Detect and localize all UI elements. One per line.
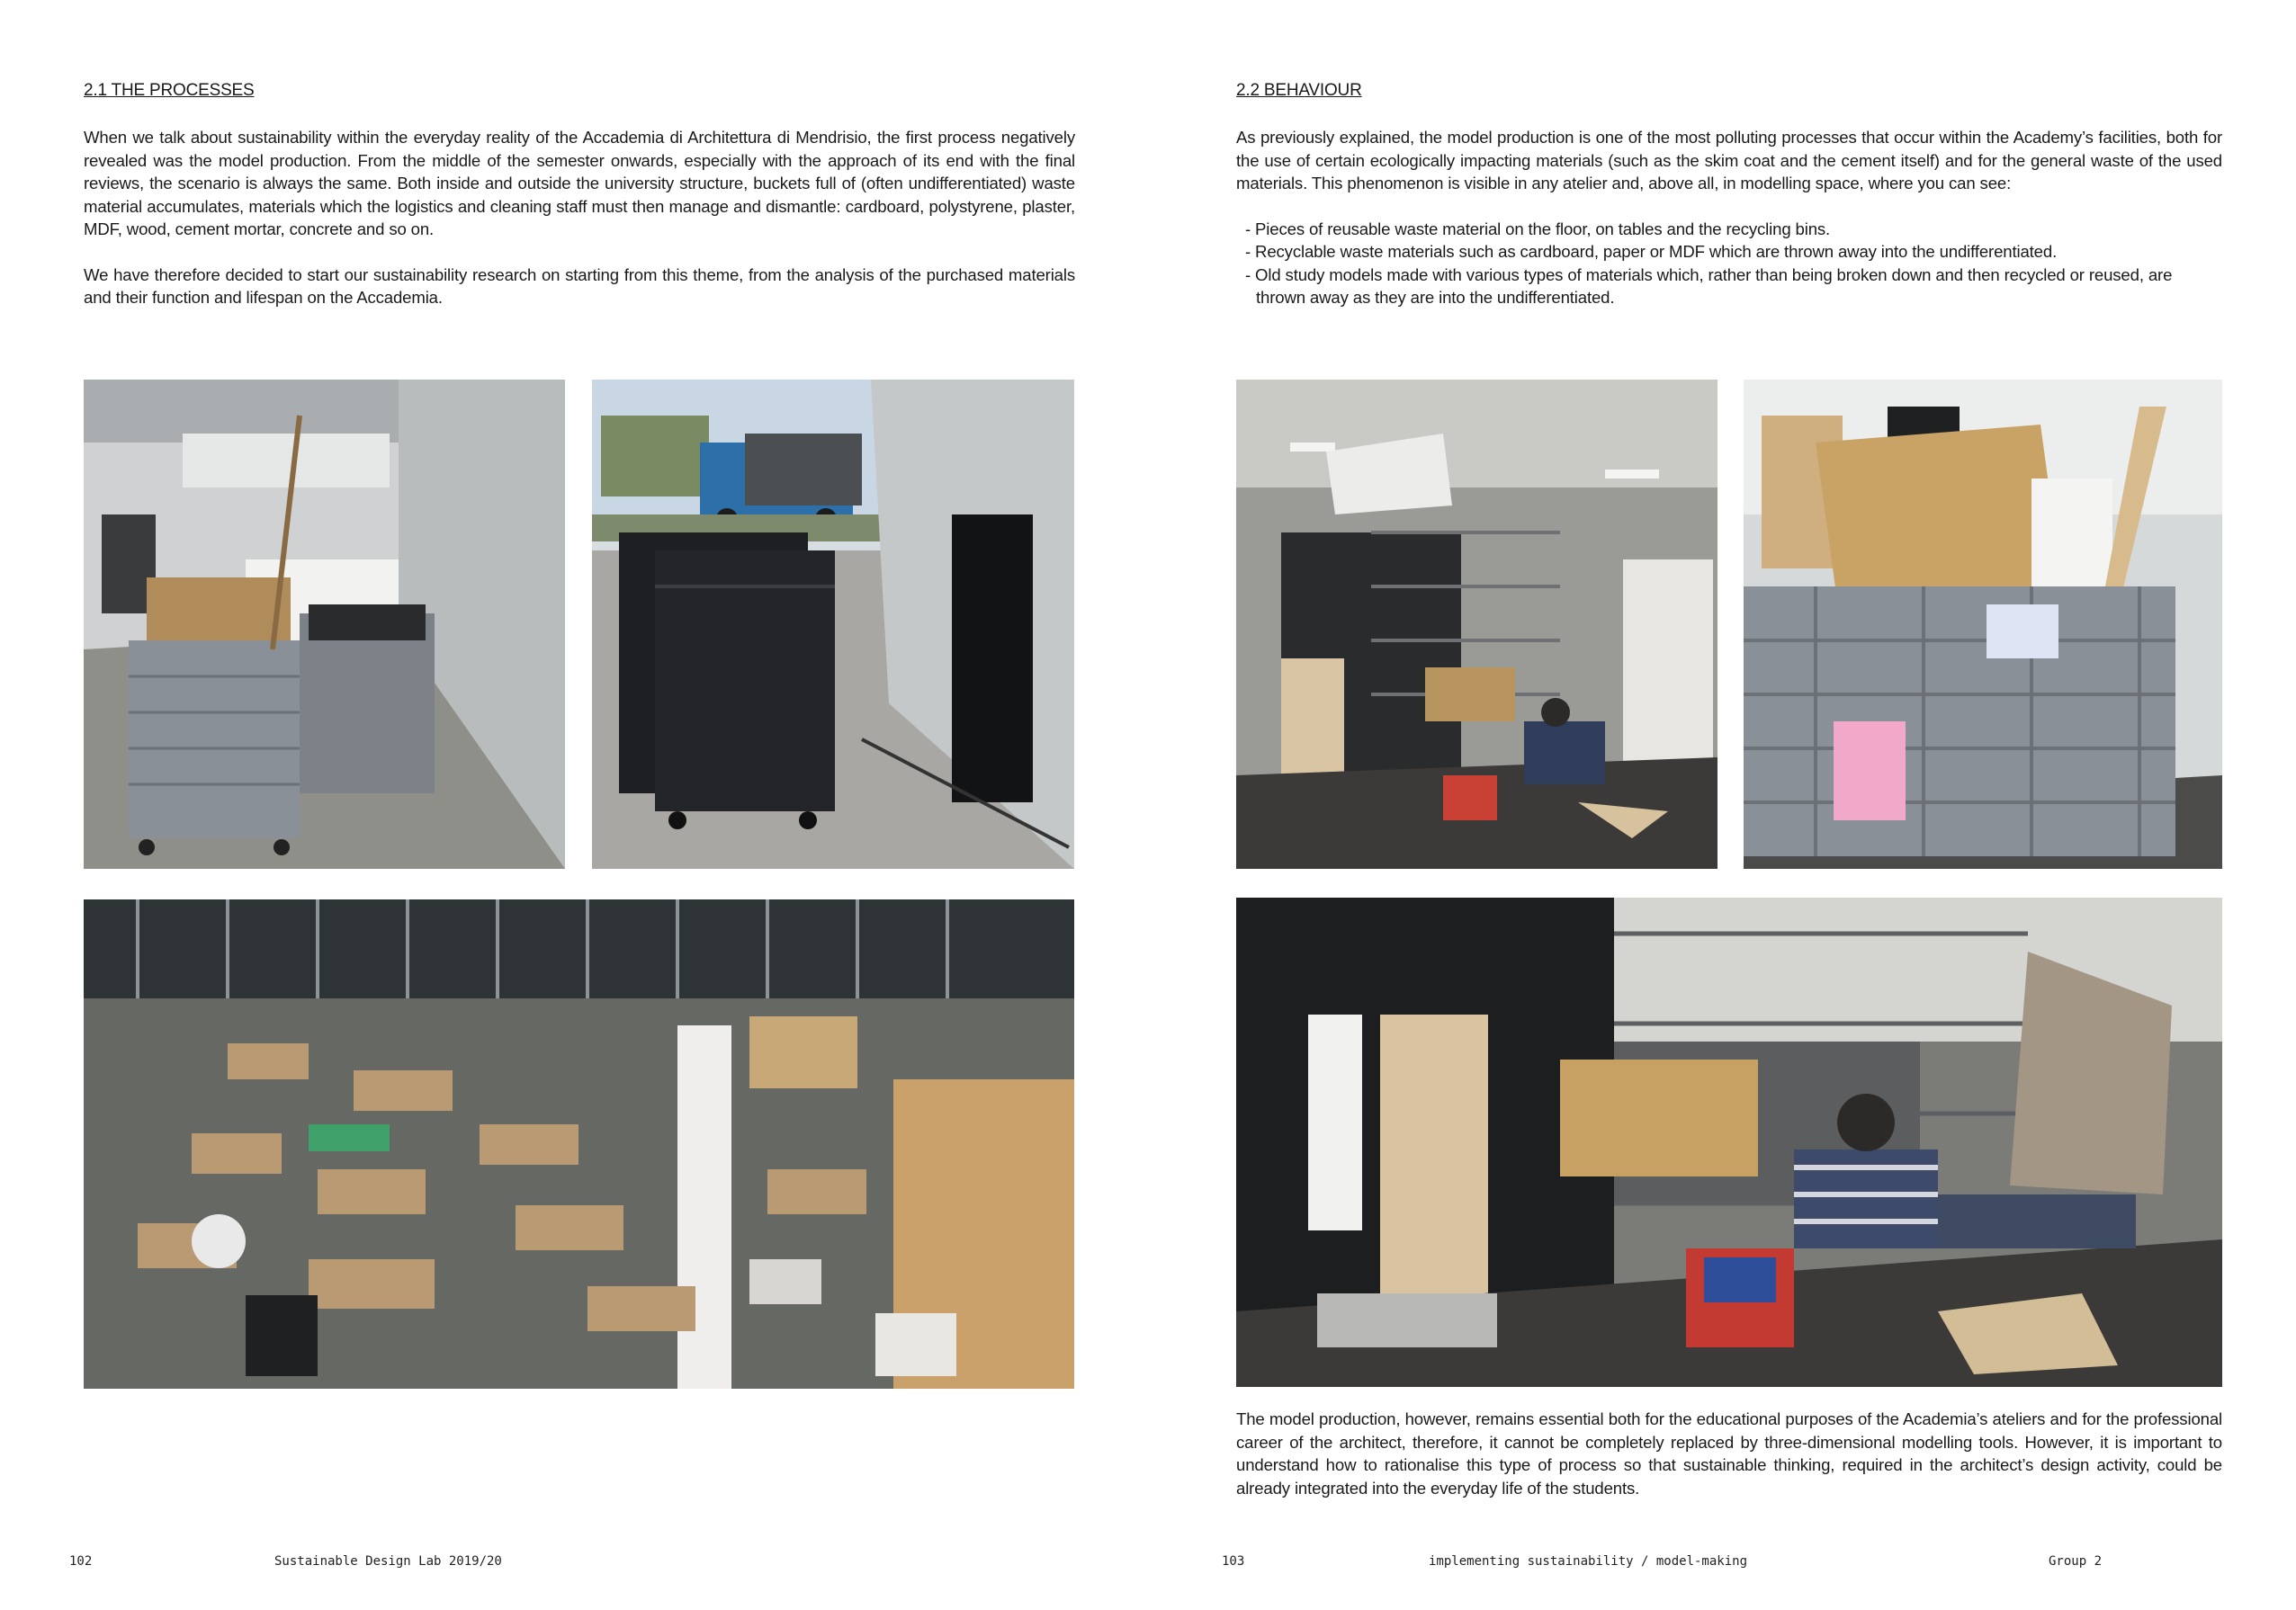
photo-atelier-overview bbox=[84, 899, 1074, 1389]
processes-text bbox=[84, 126, 1075, 309]
bullet-item: - Recyclable waste materials such as cardboard, paper or MDF which are thrown away into the undifferentiated. bbox=[1245, 242, 2058, 261]
right-page-footer-title: implementing sustainability / model-making bbox=[1429, 1554, 1748, 1569]
bullet-item: - Pieces of reusable waste material on the floor, on tables and the recycling bins. bbox=[1245, 219, 1831, 238]
processes-paragraph-2: We have therefore decided to start our sustainability research on starting from this theme, from the analysis of the purchased materials and their function and lifespan on the Accademia. bbox=[84, 264, 1075, 307]
photo-waste-bins-outside bbox=[84, 380, 565, 869]
photo-student-on-floor bbox=[1236, 898, 2222, 1387]
behaviour-bullet-list bbox=[1236, 218, 2222, 309]
photo-model-workshop bbox=[1236, 380, 1718, 869]
processes-paragraph-1: When we talk about sustainability within the everyday reality of the Accademia di Architettura di Mendrisio, the first process negatively revealed was the model production. From the middle of the semester onwards, especially with the approach of its end with the final reviews, the scenario is always the same. Both inside and outside the university structure, buckets full of (often undifferentiated) waste material accumulates, materials which the logistics and cleaning staff must then manage and dismantle: cardboard, polystyrene, plaster, MDF, wood, cement mortar, concrete and so on. bbox=[84, 128, 1075, 238]
right-page-number: 103 bbox=[1222, 1554, 1245, 1569]
bullet-item: - Old study models made with various types of materials which, rather than being broken down and then recycled or reused, are thrown away as they are into the undifferentiated. bbox=[1245, 264, 2173, 307]
behaviour-intro: As previously explained, the model production is one of the most polluting processes that occur within the Academy’s facilities, both for the use of certain ecologically impacting materials (such as the skim coat and the cement itself) and for the general waste of the used materials. This phenomenon is visible in any atelier and, above all, in modelling space, where you can see: bbox=[1236, 128, 2222, 192]
photo-garbage-truck-bins bbox=[592, 380, 1074, 869]
photo-recycling-crate bbox=[1744, 380, 2222, 869]
left-page-footer-title: Sustainable Design Lab 2019/20 bbox=[274, 1554, 502, 1569]
behaviour-text bbox=[1236, 126, 2222, 309]
left-page-number: 102 bbox=[69, 1554, 93, 1569]
behaviour-closing-paragraph: The model production, however, remains essential both for the educational purposes of the Academia’s ateliers and for the professional career of the architect, therefore, it cannot be completely replaced by three-dimensional modelling tools. However, it is important to understand how to rationalise this type of process so that sustainable thinking, required in the architect’s design activity, could be already integrated into the everyday life of the students. bbox=[1236, 1409, 2222, 1498]
section-heading-behaviour: 2.2 BEHAVIOUR bbox=[1236, 81, 1362, 100]
section-heading-processes: 2.1 THE PROCESSES bbox=[84, 81, 255, 100]
right-page-footer-group: Group 2 bbox=[2049, 1554, 2103, 1569]
